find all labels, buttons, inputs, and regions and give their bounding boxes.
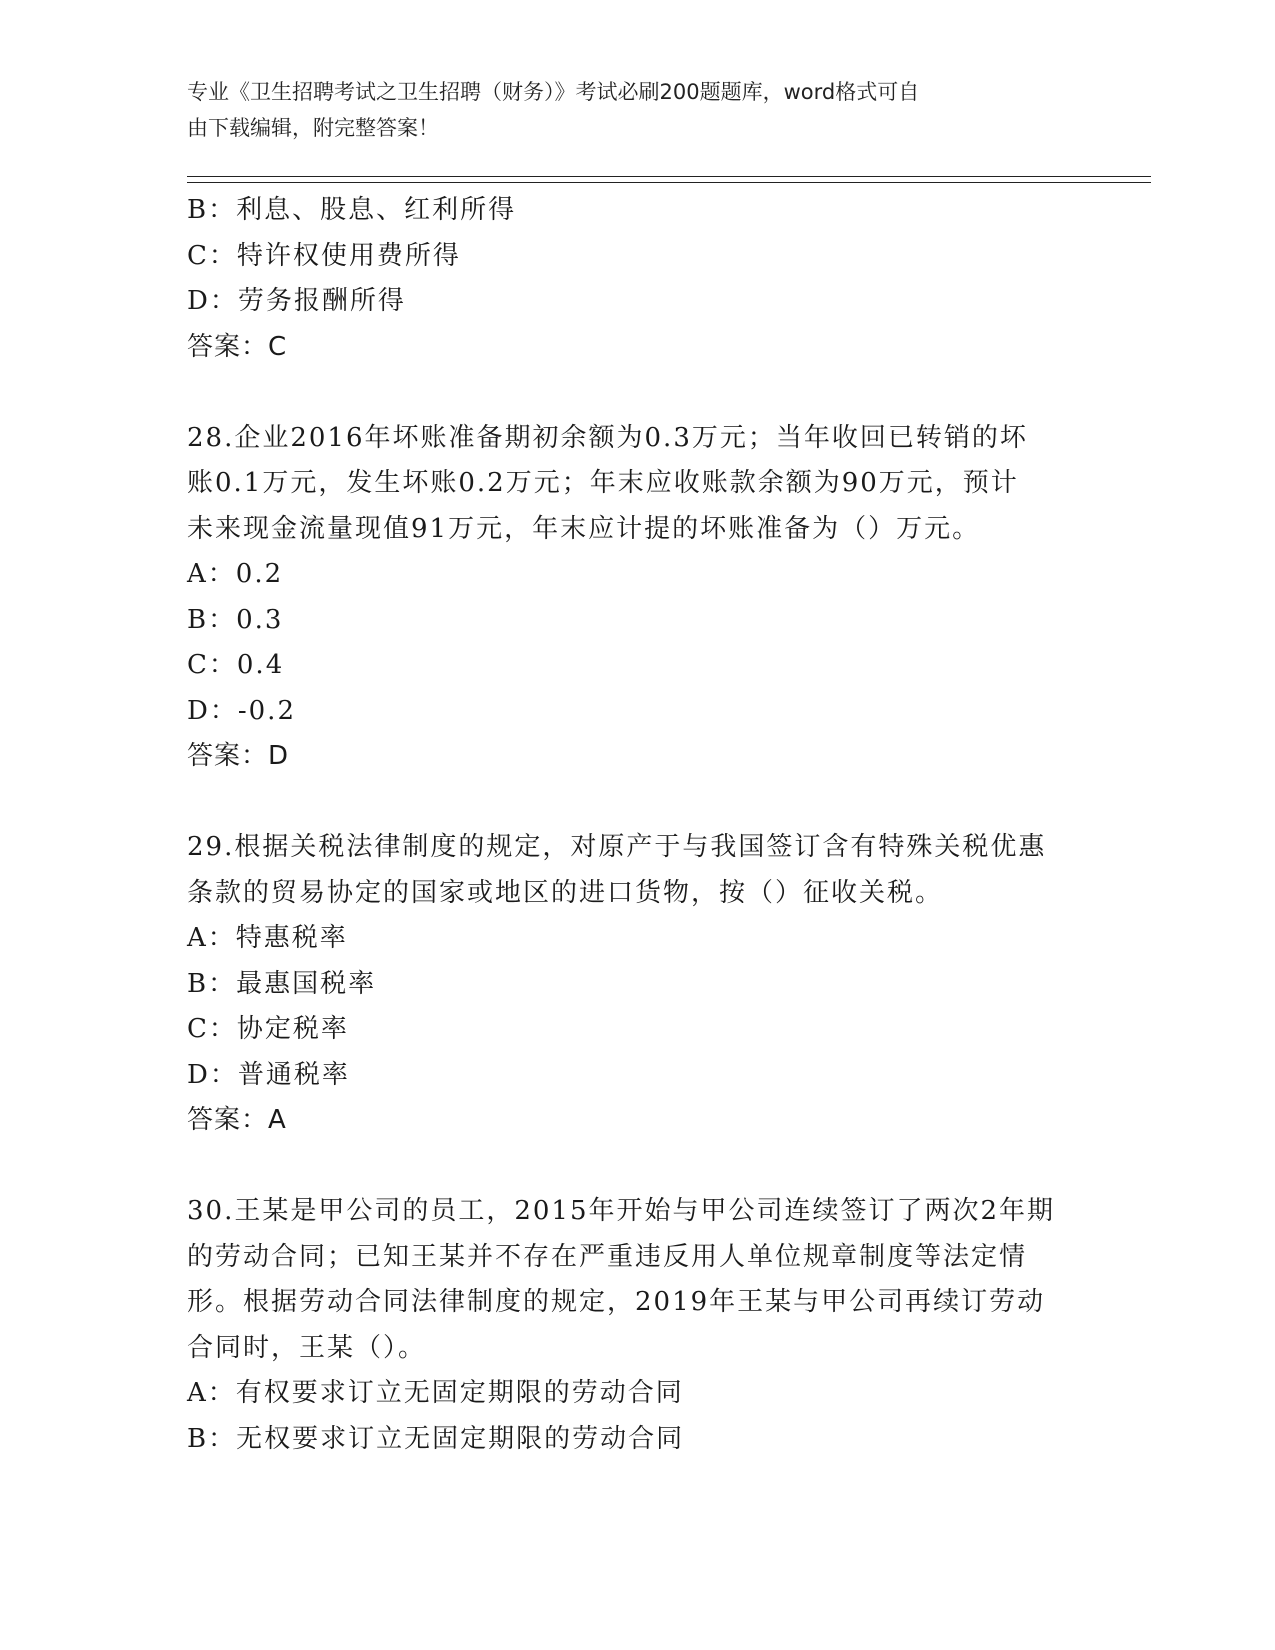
question-30 <box>187 1189 1087 1462</box>
option-a: A：特惠税率 <box>187 923 348 953</box>
option-b: B：最惠国税率 <box>187 968 377 999</box>
option-a: A：有权要求订立无固定期限的劳动合同 <box>187 1378 684 1408</box>
answer: 答案：C <box>187 331 288 362</box>
header-line-2: 由下载编辑，附完整答案！ <box>187 116 439 140</box>
option-b: B：利息、股息、红利所得 <box>187 195 517 225</box>
spacer <box>187 780 1087 826</box>
question-text-line: 合同时，王某（）。 <box>187 1332 427 1363</box>
answer: 答案：D <box>187 741 290 771</box>
question-text-line: 未来现金流量现值91万元，年末应计提的坏账准备为（）万元。 <box>187 513 981 544</box>
option-b: B：无权要求订立无固定期限的劳动合同 <box>187 1423 685 1454</box>
question-27-tail <box>187 188 1087 370</box>
option-c: C：协定税率 <box>187 1014 349 1044</box>
question-text-line: 条款的贸易协定的国家或地区的进口货物，按（）征收关税。 <box>187 877 944 908</box>
answer: 答案：A <box>187 1105 287 1135</box>
option-c: C：0.4 <box>187 650 285 680</box>
page-header <box>187 74 1067 146</box>
header-divider-bottom <box>187 182 1151 183</box>
option-d: D：普通税率 <box>187 1059 350 1090</box>
header-line-1: 专业《卫生招聘考试之卫生招聘（财务）》考试必刷200题题库，word格式可自 <box>187 80 920 104</box>
option-d: D：-0.2 <box>187 695 296 726</box>
option-b: B：0.3 <box>187 604 284 635</box>
spacer <box>187 1144 1087 1190</box>
question-text-line: 账0.1万元，发生坏账0.2万元；年末应收账款余额为90万元，预计 <box>187 468 1019 498</box>
question-text-line: 29.根据关税法律制度的规定，对原产于与我国签订含有特殊关税优惠 <box>187 832 1047 862</box>
question-text-line: 的劳动合同；已知王某并不存在严重违反用人单位规章制度等法定情 <box>187 1241 1028 1272</box>
question-text-line: 形。根据劳动合同法律制度的规定，2019年王某与甲公司再续订劳动 <box>187 1287 1046 1317</box>
question-29 <box>187 825 1087 1144</box>
option-a: A：0.2 <box>187 559 284 589</box>
option-d: D：劳务报酬所得 <box>187 286 406 316</box>
question-28 <box>187 416 1087 780</box>
spacer <box>187 370 1087 416</box>
question-text-line: 28.企业2016年坏账准备期初余额为0.3万元；当年收回已转销的坏 <box>187 422 1028 453</box>
question-text-line: 30.王某是甲公司的员工，2015年开始与甲公司连续签订了两次2年期 <box>187 1196 1056 1226</box>
document-body <box>187 188 1087 1462</box>
header-divider-top <box>187 176 1151 177</box>
option-c: C：特许权使用费所得 <box>187 240 461 271</box>
